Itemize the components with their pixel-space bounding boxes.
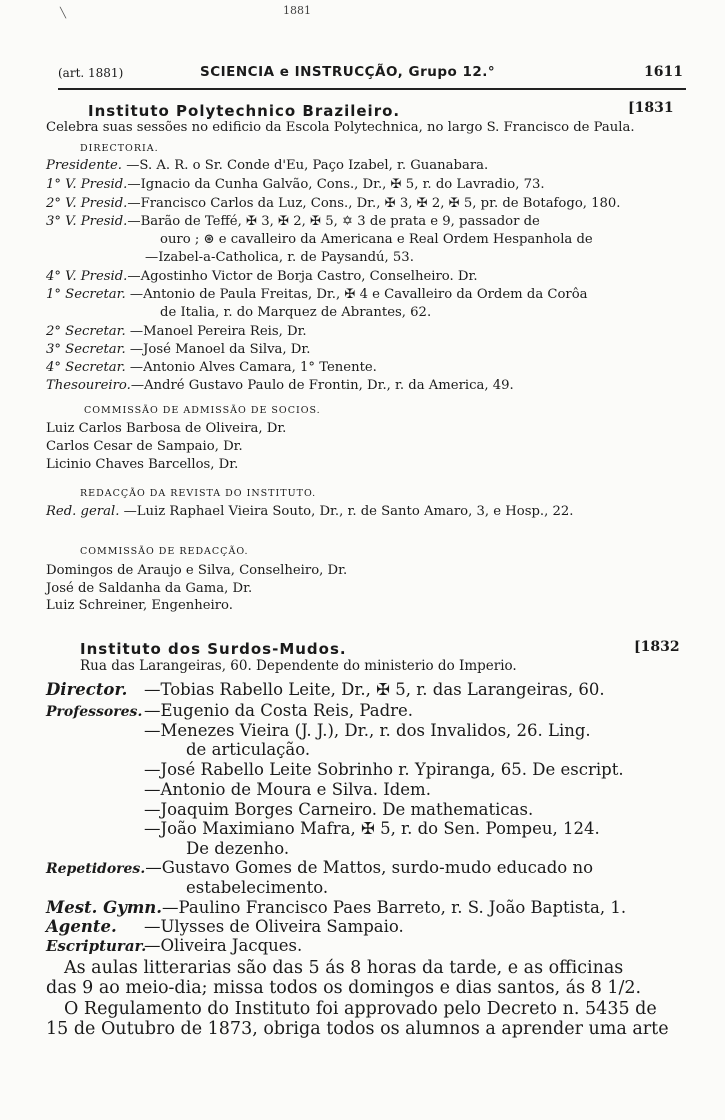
inst2-para-1a: As aulas litterarias são das 5 ás 8 horas da tarde, e as officinas [64,958,624,978]
inst1-row-4vp: 4° V. Presid.—Agostinho Victor de Borja Castro, Conselheiro. Dr. [46,269,478,284]
inst1-directoria: DIRECTORIA. [80,143,159,154]
inst2-prof-3: —José Rabello Leite Sobrinho r. Ypiranga, 65. De escript. [144,760,624,779]
inst1-cr-3: Luiz Schreiner, Engenheiro. [46,598,233,613]
inst1-year: [1831 [628,100,674,116]
inst1-cr-2: José de Saldanha da Gama, Dr. [46,581,253,596]
inst2-prof-6: —João Maximiano Mafra, ✠ 5, r. do Sen. Pompeu, 124. [144,819,600,838]
inst2-prof-2-cont: de articulação. [186,740,311,759]
inst1-comm-admissao: COMMISSÃO DE ADMISSÃO DE SOCIOS. [84,405,321,416]
inst1-row-3vp-cont1: ouro ; ⊛ e cavalleiro da Americana e Real Ordem Hespanhola de [160,232,593,247]
inst2-repetidores: Repetidores.—Gustavo Gomes de Mattos, surdo-mudo educado no [46,858,594,877]
inst2-prof-4: —Antonio de Moura e Silva. Idem. [144,780,431,799]
inst2-prof-5: —Joaquim Borges Carneiro. De mathematicas. [144,800,534,819]
inst1-adm-2: Carlos Cesar de Sampaio, Dr. [46,439,243,454]
header-title: SCIENCIA e INSTRUCÇÃO, Grupo 12.° [200,64,496,80]
inst1-row-1sec-cont: de Italia, r. do Marquez de Abrantes, 62. [160,305,432,320]
inst1-adm-1: Luiz Carlos Barbosa de Oliveira, Dr. [46,421,287,436]
inst1-cr-1: Domingos de Araujo e Silva, Conselheiro, Dr. [46,563,348,578]
inst2-repetidores-cont: estabelecimento. [186,878,329,897]
inst2-escripturario: Escripturar.—Oliveira Jacques. [46,936,303,955]
inst1-red-geral: Red. geral. —Luiz Raphael Vieira Souto, Dr., r. de Santo Amaro, 3, e Hosp., 22. [46,504,574,519]
inst1-row-3vp-cont2: —Izabel-a-Catholica, r. de Paysandú, 53. [145,250,414,265]
inst2-agente: Agente. —Ulysses de Oliveira Sampaio. [46,917,404,936]
inst2-para-1b: das 9 ao meio-dia; missa todos os domingos e dias santos, ás 8 1/2. [46,978,642,998]
inst1-row-1sec: 1° Secretar. —Antonio de Paula Freitas, Dr., ✠ 4 e Cavalleiro da Ordem da Corôa [46,287,588,302]
inst1-line1: Celebra suas sessões no edificio da Escola Polytechnica, no largo S. Francisco de Paula. [46,120,635,135]
inst1-row-3vp: 3° V. Presid.—Barão de Teffé, ✠ 3, ✠ 2, ✠ 5, ✡ 3 de prata e 9, passador de [46,214,540,229]
inst1-comm-redaccao: COMMISSÃO DE REDACÇÃO. [80,546,249,557]
inst1-row-presidente: Presidente. —S. A. R. o Sr. Conde d'Eu, Paço Izabel, r. Guanabara. [46,158,489,173]
inst2-title: Instituto dos Surdos-Mudos. [80,640,347,658]
inst1-row-4sec: 4° Secretar. —Antonio Alves Camara, 1° Tenente. [46,360,377,375]
inst2-director: Director. —Tobias Rabello Leite, Dr., ✠ 5, r. das Larangeiras, 60. [46,680,605,699]
inst2-para-2a: O Regulamento do Instituto foi approvado pelo Decreto n. 5435 de [64,999,657,1019]
inst1-row-2vp: 2° V. Presid.—Francisco Carlos da Luz, Cons., Dr., ✠ 3, ✠ 2, ✠ 5, pr. de Botafogo, 180. [46,196,621,211]
header-rule [58,88,686,90]
inst2-prof-6-cont: De dezenho. [186,839,290,858]
inst1-adm-3: Licinio Chaves Barcellos, Dr. [46,457,239,472]
inst2-prof-1: Professores. —Eugenio da Costa Reis, Padre. [46,701,414,720]
inst1-row-1vp: 1° V. Presid.—Ignacio da Cunha Galvão, Cons., Dr., ✠ 5, r. do Lavradio, 73. [46,177,545,192]
inst1-row-2sec: 2° Secretar. —Manoel Pereira Reis, Dr. [46,324,307,339]
inst2-prof-2: —Menezes Vieira (J. J.), Dr., r. dos Invalidos, 26. Ling. [144,721,591,740]
page-number: 1611 [644,64,683,80]
inst1-redaccao-revista: REDACÇÃO DA REVISTA DO INSTITUTO. [80,488,317,499]
inst1-title: Instituto Polytechnico Brazileiro. [88,102,401,120]
inst2-line1: Rua das Larangeiras, 60. Dependente do ministerio do Imperio. [80,658,517,674]
inst1-row-thesoureiro: Thesoureiro.—André Gustavo Paulo de Frontin, Dr., r. da America, 49. [46,378,514,393]
inst1-row-3sec: 3° Secretar. —José Manoel da Silva, Dr. [46,342,311,357]
inst2-year: [1832 [634,639,680,655]
top-mark: 1881 [283,4,311,17]
scan-speck: ╲ [60,8,67,19]
inst2-mest-gymn: Mest. Gymn.—Paulino Francisco Paes Barreto, r. S. João Baptista, 1. [46,898,627,917]
header-left: (art. 1881) [58,66,124,80]
inst2-para-2b: 15 de Outubro de 1873, obriga todos os alumnos a aprender uma arte [46,1019,669,1039]
